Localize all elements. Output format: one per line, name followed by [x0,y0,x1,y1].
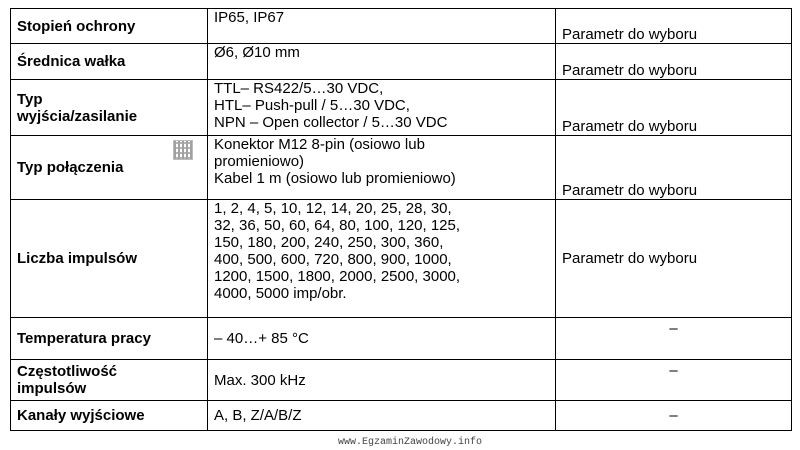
value-line: – 40…+ 85 °C [214,330,309,347]
value-line: 1, 2, 4, 5, 10, 12, 14, 20, 25, 28, 30, [214,200,452,217]
watermark-text: www.EgzaminZawodowy.info [338,437,483,448]
row-note: Parametr do wyboru [556,136,792,200]
label-line: Stopień ochrony [17,17,136,35]
row-value [208,44,556,80]
table-row [11,360,792,401]
label-line: Średnica wałka [17,53,126,70]
row-value [208,80,556,136]
row-value [208,200,556,318]
table-row [11,401,792,431]
specification-table [10,8,792,431]
row-value [208,136,556,200]
value-line: Max. 300 kHz [214,371,306,389]
qr-code-icon [173,140,193,160]
row-value [208,318,556,360]
row-note: Parametr do wyboru [556,80,792,136]
table-row [11,80,792,136]
value-line: Konektor M12 8-pin (osiowo lub [214,136,425,153]
value-line: TTL– RS422/5…30 VDC, [214,80,384,97]
value-line: NPN – Open collector / 5…30 VDC [214,114,448,131]
table-row [11,44,792,80]
row-label [11,200,208,318]
value-line: promieniowo) [214,153,305,170]
table-row [11,9,792,44]
value-line: 400, 500, 600, 720, 800, 900, 1000, [214,251,452,268]
value-line: Ø6, Ø10 mm [214,44,300,61]
label-line: Liczba impulsów [17,250,138,267]
table-row [11,136,792,200]
value-line: 150, 180, 200, 240, 250, 300, 360, [214,234,444,251]
label-line: wyjścia/zasilanie [17,107,138,125]
value-line: IP65, IP67 [214,9,285,26]
row-label [11,360,208,401]
value-line: 1200, 1500, 1800, 2000, 2500, 3000, [214,268,461,285]
value-line: Kabel 1 m (osiowo lub promieniowo) [214,170,456,187]
row-note: Parametr do wyboru [556,44,792,80]
value-line: A, B, Z/A/B/Z [214,407,302,424]
row-label [11,80,208,136]
label-line: Kanały wyjściowe [17,407,145,424]
row-label [11,9,208,44]
table-row [11,318,792,360]
row-value [208,401,556,431]
row-label [11,136,208,200]
row-note: – [556,401,792,431]
value-line: HTL– Push-pull / 5…30 VDC, [214,97,410,114]
row-note: Parametr do wyboru [556,200,792,318]
label-line: impulsów [17,380,87,397]
table-row [11,200,792,318]
row-note: – [556,318,792,360]
row-value [208,360,556,401]
row-value [208,9,556,44]
row-note: – [556,360,792,401]
label-line: Typ [17,90,43,108]
value-line: 4000, 5000 imp/obr. [214,285,347,302]
label-line: Temperatura pracy [17,330,151,347]
label-line: Typ połączenia [17,159,124,176]
row-label [11,318,208,360]
row-note: Parametr do wyboru [556,9,792,44]
row-label [11,44,208,80]
row-label [11,401,208,431]
value-line: 32, 36, 50, 60, 64, 80, 100, 120, 125, [214,217,461,234]
label-line: Częstotliwość [17,363,118,380]
